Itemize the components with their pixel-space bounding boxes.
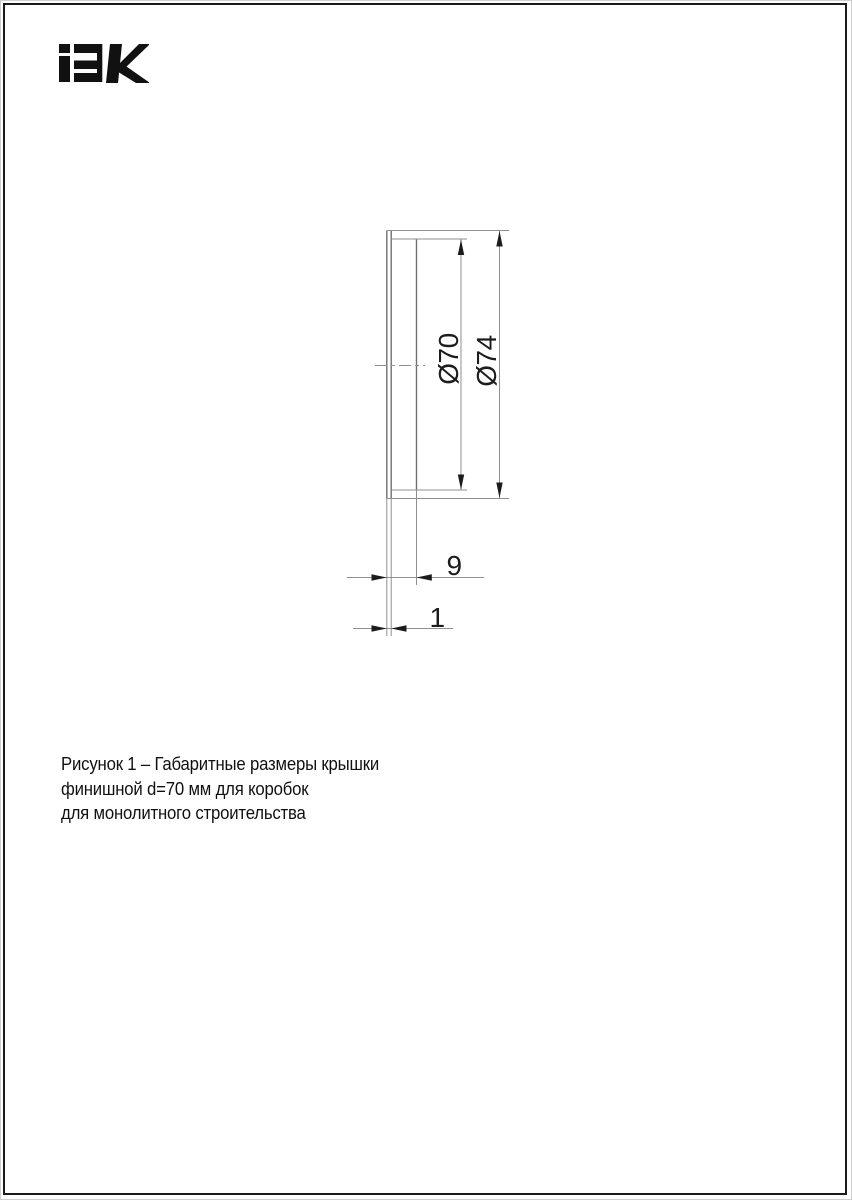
logo-i-dot <box>59 44 70 53</box>
technical-drawing <box>331 211 531 651</box>
dimension-d74 <box>471 231 503 498</box>
thickness-arrow-left-icon <box>391 625 406 631</box>
depth-label: 9 <box>446 550 462 581</box>
figure-caption <box>61 752 379 826</box>
extension-lines <box>387 490 417 636</box>
depth-arrow-right-icon <box>372 574 387 580</box>
d74-label: Ø74 <box>471 335 502 387</box>
d70-arrow-up-icon <box>458 240 464 256</box>
dimension-thickness-1 <box>353 602 453 633</box>
d70-label: Ø70 <box>433 333 464 385</box>
logo-i-stem <box>59 56 70 82</box>
dimension-d70 <box>433 240 464 490</box>
caption-line-2: финишной d=70 мм для коробок <box>61 778 309 799</box>
iek-logo <box>57 40 149 86</box>
thickness-label: 1 <box>429 602 445 633</box>
logo-e-spine <box>97 44 102 82</box>
d74-arrow-down-icon <box>496 483 502 499</box>
logo-k-upper-arm <box>117 44 149 68</box>
d74-arrow-up-icon <box>496 231 502 247</box>
thickness-arrow-right-icon <box>372 625 387 631</box>
d70-arrow-down-icon <box>458 475 464 490</box>
caption-line-1: Рисунок 1 – Габаритные размеры крышки <box>61 754 380 774</box>
dimension-depth-9 <box>347 550 484 581</box>
caption-line-3: для монолитного строительства <box>61 803 306 823</box>
depth-arrow-left-icon <box>417 574 432 580</box>
logo-k-lower-arm <box>115 64 149 83</box>
